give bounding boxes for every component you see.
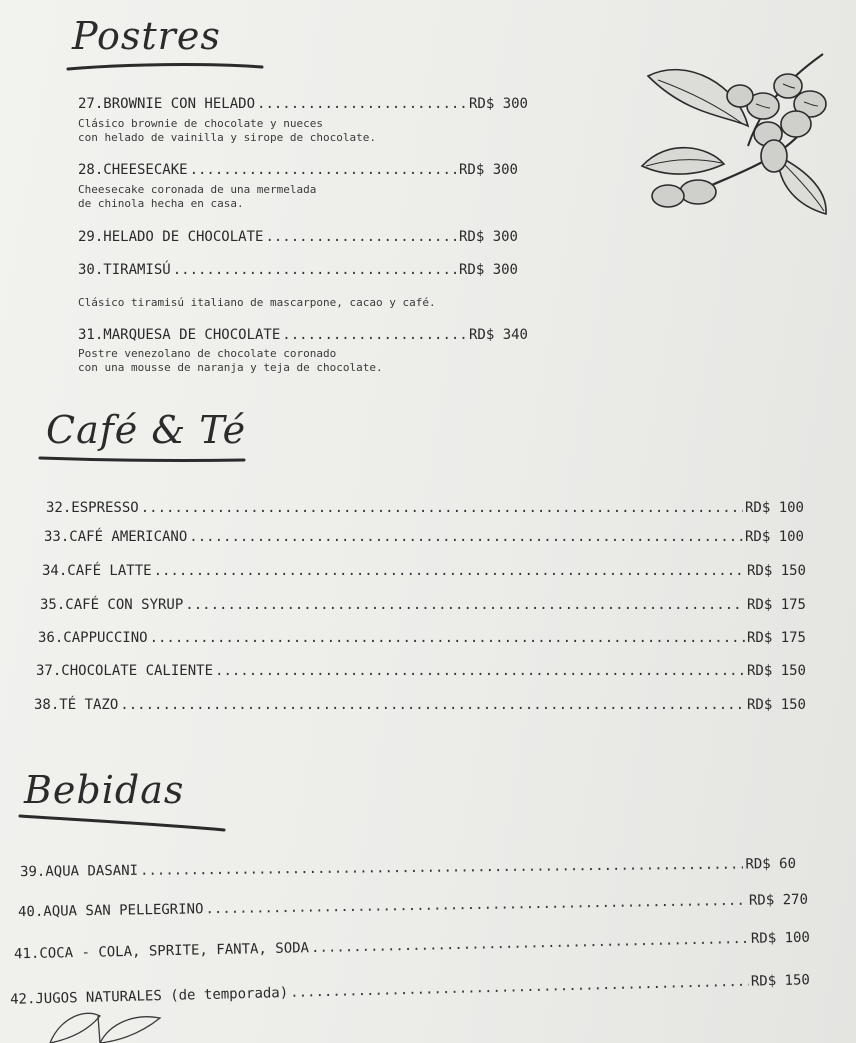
menu-item-32 bbox=[46, 500, 804, 516]
leader-dots bbox=[154, 563, 745, 579]
description-line: con helado de vainilla y sirope de chocolate. bbox=[78, 131, 377, 144]
leader-dots bbox=[140, 856, 744, 878]
section-heading-postres: Postres bbox=[72, 14, 221, 58]
item-price: RD$ 300 bbox=[458, 262, 518, 278]
menu-item-33 bbox=[44, 529, 804, 545]
item-description bbox=[78, 183, 316, 211]
menu-item-36 bbox=[38, 630, 806, 646]
leader-dots bbox=[141, 500, 743, 516]
item-name: 30.TIRAMISÚ bbox=[78, 262, 171, 278]
menu-item-34 bbox=[42, 563, 806, 579]
leader-dots bbox=[190, 162, 457, 178]
item-price: RD$ 100 bbox=[750, 929, 811, 947]
description-line: Clásico tiramisú italiano de mascarpone, cacao y café. bbox=[78, 296, 436, 309]
leader-dots bbox=[282, 327, 467, 343]
item-price: RD$ 300 bbox=[458, 162, 518, 178]
item-price: RD$ 100 bbox=[744, 500, 804, 516]
item-name: 42.JUGOS NATURALES (de temporada) bbox=[9, 984, 289, 1008]
menu-item-30 bbox=[78, 262, 518, 278]
leader-dots bbox=[189, 529, 743, 545]
menu-item-39 bbox=[20, 856, 796, 880]
leader-dots bbox=[311, 931, 749, 956]
item-name: 29.HELADO DE CHOCOLATE bbox=[78, 229, 264, 245]
item-name: 38.TÉ TAZO bbox=[34, 697, 119, 713]
menu-item-41 bbox=[14, 930, 810, 963]
item-price: RD$ 150 bbox=[746, 663, 806, 679]
menu-item-29 bbox=[78, 229, 518, 245]
item-name: 39.AQUA DASANI bbox=[19, 862, 139, 881]
item-description bbox=[78, 347, 383, 375]
item-name: 27.BROWNIE CON HELADO bbox=[78, 96, 256, 112]
item-price: RD$ 60 bbox=[745, 855, 797, 873]
description-line: Clásico brownie de chocolate y nueces bbox=[78, 117, 324, 130]
item-name: 34.CAFÉ LATTE bbox=[42, 563, 152, 579]
item-price: RD$ 340 bbox=[468, 327, 528, 343]
section-heading-bebidas: Bebidas bbox=[24, 768, 185, 812]
menu-item-37 bbox=[36, 663, 806, 679]
item-price: RD$ 175 bbox=[746, 630, 806, 646]
item-name: 31.MARQUESA DE CHOCOLATE bbox=[78, 327, 281, 343]
description-line: Postre venezolano de chocolate coronado bbox=[78, 347, 337, 360]
menu-item-31 bbox=[78, 327, 528, 343]
leader-dots bbox=[150, 630, 745, 646]
menu-item-40 bbox=[18, 892, 808, 920]
menu-item-28 bbox=[78, 162, 518, 178]
item-name: 33.CAFÉ AMERICANO bbox=[44, 529, 188, 545]
item-description bbox=[78, 117, 376, 145]
leader-dots bbox=[205, 893, 747, 918]
menu-item-42 bbox=[10, 972, 810, 1008]
item-price: RD$ 150 bbox=[746, 697, 806, 713]
leader-dots bbox=[290, 974, 749, 1001]
leader-dots bbox=[265, 229, 457, 245]
menu-item-35 bbox=[40, 597, 806, 613]
leader-dots bbox=[173, 262, 457, 278]
item-price: RD$ 100 bbox=[744, 529, 804, 545]
item-name: 32.ESPRESSO bbox=[46, 500, 139, 516]
description-line: Cheesecake coronada de una mermelada bbox=[78, 183, 317, 196]
item-description bbox=[78, 296, 436, 310]
description-line: con una mousse de naranja y teja de chocolate. bbox=[78, 361, 383, 374]
leader-dots bbox=[185, 597, 745, 613]
coffee-branch-illustration bbox=[628, 46, 834, 226]
item-name: 37.CHOCOLATE CALIENTE bbox=[36, 663, 214, 679]
item-name: 28.CHEESECAKE bbox=[78, 162, 188, 178]
leader-dots bbox=[215, 663, 745, 679]
section-heading-cafe: Café & Té bbox=[46, 408, 247, 452]
item-price: RD$ 150 bbox=[750, 972, 811, 990]
leader-dots bbox=[257, 96, 467, 112]
item-price: RD$ 175 bbox=[746, 597, 806, 613]
heading-underline bbox=[18, 812, 228, 832]
leader-dots bbox=[120, 697, 745, 713]
description-line: de chinola hecha en casa. bbox=[78, 197, 244, 210]
item-name: 41.COCA - COLA, SPRITE, FANTA, SODA bbox=[13, 940, 310, 963]
heading-underline bbox=[38, 452, 248, 466]
item-price: RD$ 300 bbox=[468, 96, 528, 112]
menu-item-27 bbox=[78, 96, 528, 112]
heading-underline bbox=[66, 60, 266, 74]
item-price: RD$ 300 bbox=[458, 229, 518, 245]
item-name: 36.CAPPUCCINO bbox=[38, 630, 148, 646]
item-price: RD$ 150 bbox=[746, 563, 806, 579]
menu-item-38 bbox=[34, 697, 806, 713]
item-name: 40.AQUA SAN PELLEGRINO bbox=[17, 901, 204, 921]
item-name: 35.CAFÉ CON SYRUP bbox=[40, 597, 184, 613]
leaf-illustration bbox=[40, 1008, 170, 1043]
item-price: RD$ 270 bbox=[748, 891, 809, 909]
